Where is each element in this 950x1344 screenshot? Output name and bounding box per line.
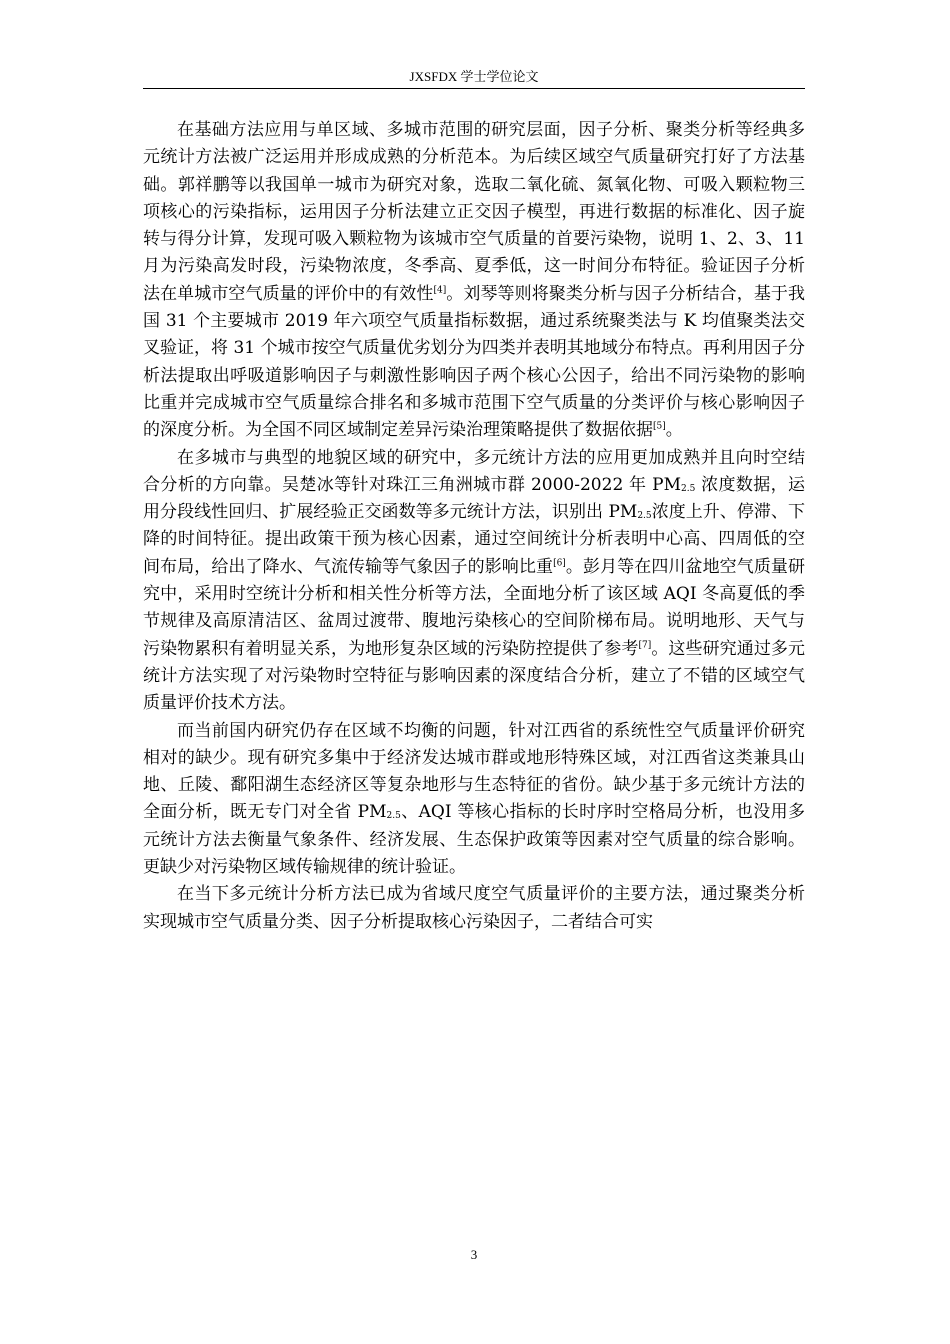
paragraph-text: 。彭月等在四川盆地空气质量研究中，采用时空统计分析和相关性分析等方法，全面地分析了该区域 AQI 冬高夏低的季节规律及高原清洁区、盆周过渡带、腹地污染核心的空间阶梯布局。说明地形、天气与污染物累积有着明显关系，为地形复杂区域的污染防控提供了参考 <box>143 556 806 659</box>
paragraph-text: 浓度上升、停滞、下降的时间特征。提出政策干预为核心因素，通过空间统计分析表明中心高、四周低的空间布局，给出了降水、气流传输等气象因子的影响比重 <box>143 502 806 577</box>
paragraph-text: 浓度数据，运用分段线性回归、扩展经验正交函数等多元统计方法，识别出 PM <box>143 474 806 523</box>
subscript: 2.5 <box>386 811 401 822</box>
citation: [7] <box>638 639 652 650</box>
paragraph-2 <box>143 445 805 718</box>
subscript: 2.5 <box>681 483 696 494</box>
subscript: 2.5 <box>637 511 652 522</box>
paragraph-3 <box>143 718 805 882</box>
citation: [6] <box>553 558 566 569</box>
paragraph-text: 。 <box>665 420 683 441</box>
running-header: JXSFDX 学士学位论文 <box>409 69 539 84</box>
paragraph-text: 、AQI 等核心指标的长时序时空格局分析，也没用多元统计方法去衡量气象条件、经济发展、生态保护政策等因素对空气质量的综合影响。更缺少对污染物区域传输规律的统计验证。 <box>143 802 805 878</box>
paragraph-text: 。这些研究通过多元统计方法实现了对污染物时空特征与影响因素的深度结合分析，建立了不错的区域空气质量评价技术方法。 <box>143 638 806 714</box>
paragraph-1 <box>143 117 805 445</box>
paragraph-text: 在当下多元统计分析方法已成为省域尺度空气质量评价的主要方法，通过聚类分析实现城市空气质量分类、因子分析提取核心污染因子，二者结合可实 <box>143 884 805 932</box>
citation: [5] <box>653 421 666 432</box>
page-number: 3 <box>470 1247 478 1262</box>
paragraph-4 <box>143 881 805 936</box>
paragraph-text: 在基础方法应用与单区域、多城市范围的研究层面，因子分析、聚类分析等经典多元统计方法被广泛运用并形成成熟的分析范本。为后续区域空气质量研究打好了方法基础。郭祥鹏等以我国单一城市为研究对象，选取二氧化硫、氮氧化物、可吸入颗粒物三项核心的污染指标，运用因子分析法建立正交因子模型，再进行数据的标准化、因子旋转与得分计算，发现可吸入颗粒物为该城市空气质量的首要污染物，说明 1、2、3、11 月为污染高发时段，污染物浓度，冬季高、夏季低，这一时间分布特征。验证因子分析法在单城市空气质量的评价中的有效性 <box>143 120 805 304</box>
paragraph-text: 在多城市与典型的地貌区域的研究中，多元统计方法的应用更加成熟并且向时空结合分析的方向靠。吴楚冰等针对珠江三角洲城市群 2000-2022 年 PM <box>143 447 805 495</box>
citation: [4] <box>433 285 447 296</box>
header-rule <box>143 88 805 89</box>
paragraph-text: 。刘琴等则将聚类分析与因子分析结合，基于我国 31 个主要城市 2019 年六项空气质量指标数据，通过系统聚类法与 K 均值聚类法交叉验证，将 31 个城市按空气质量优劣划分为四类并表明其地域分布特点。再利用因子分析法提取出呼吸道影响因子与刺激性影响因子两个核心公因子，给出不同污染物的影响比重并完成城市空气质量综合排名和多城市范围下空气质量的分类评价与核心影响因子的深度分析。为全国不同区域制定差异污染治理策略提供了数据依据 <box>143 283 806 441</box>
paragraph-text: 而当前国内研究仍存在区域不均衡的问题，针对江西省的系统性空气质量评价研究相对的缺少。现有研究多集中于经济发达城市群或地形特殊区域，对江西省这类兼具山地、丘陵、鄱阳湖生态经济区等复杂地形与生态特征的省份。缺少基于多元统计方法的全面分析，既无专门对全省 PM <box>143 720 805 823</box>
body-text <box>143 117 805 936</box>
